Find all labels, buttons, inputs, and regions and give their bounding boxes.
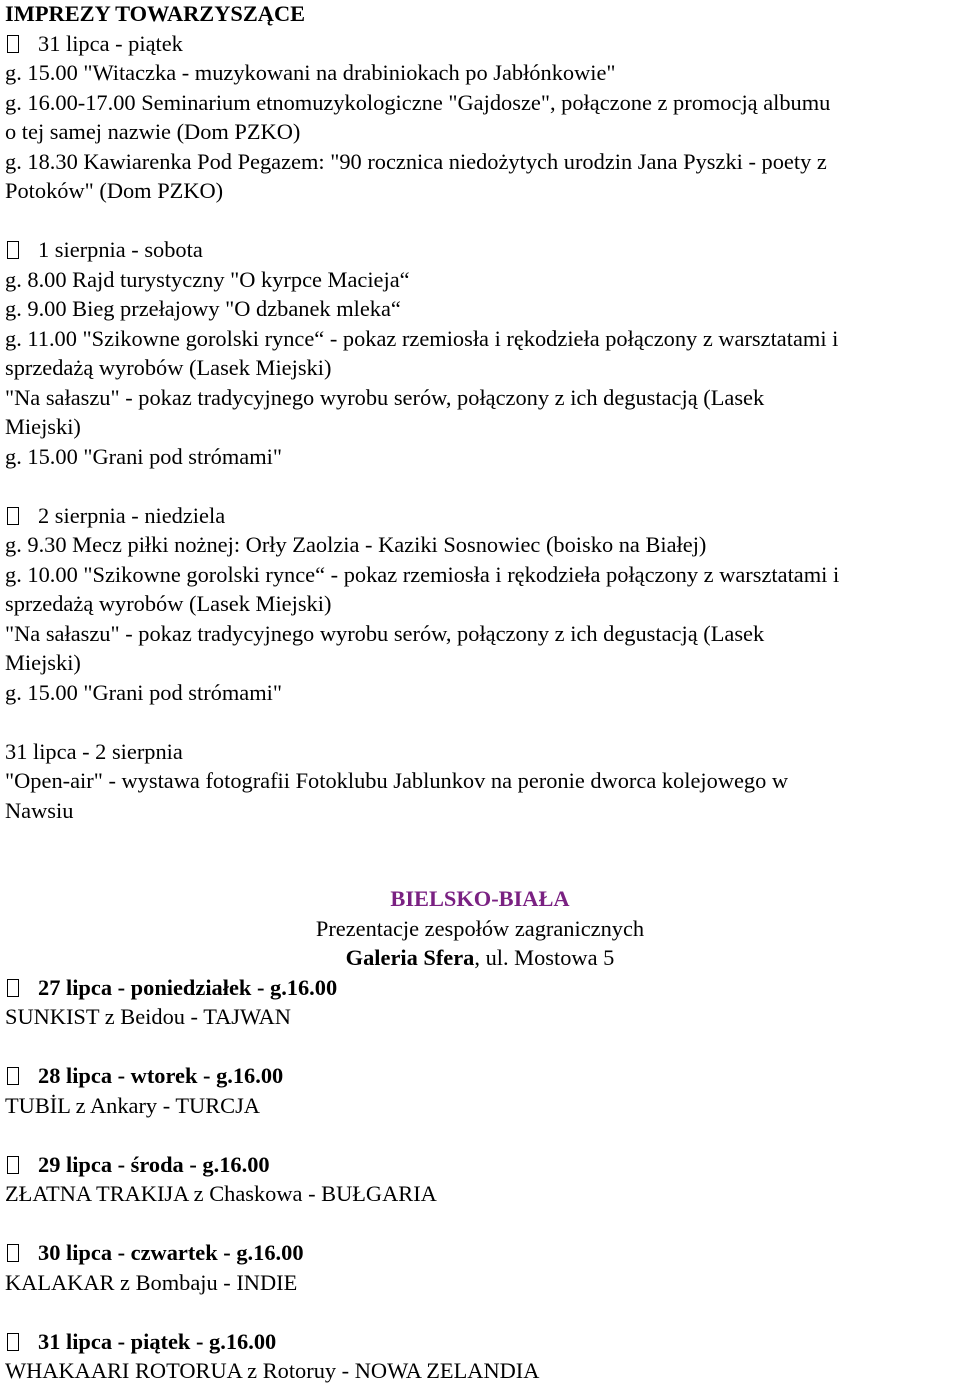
companion-events-section bbox=[5, 0, 955, 825]
exhibition-line: "Open-air" - wystawa fotografii Fotoklubu Jablunkov na peronie dworca kolejowego w bbox=[5, 768, 789, 793]
event-line: "Na sałaszu" - pokaz tradycyjnego wyrobu serów, połączony z ich degustacją (Lasek bbox=[5, 384, 765, 410]
day-date: 31 lipca - piątek bbox=[38, 30, 183, 56]
spacer bbox=[5, 1120, 955, 1150]
event-line: g. 10.00 "Szikowne gorolski rynce“ - pokaz rzemiosła i rękodzieła połączony z warsztatami i bbox=[5, 561, 840, 587]
performance-when: 28 lipca - wtorek - g.16.00 bbox=[38, 1063, 284, 1088]
venue-name: Galeria Sfera bbox=[345, 945, 475, 970]
performance-when: 31 lipca - piątek - g.16.00 bbox=[38, 1328, 277, 1354]
exhibition-line: Nawsiu bbox=[5, 797, 74, 823]
spacer bbox=[5, 206, 955, 236]
event-line: g. 15.00 "Grani pod strómami" bbox=[5, 679, 282, 705]
bullet-icon bbox=[7, 1067, 19, 1085]
event-line: g. 9.00 Bieg przełajowy "O dzbanek mleka“ bbox=[5, 296, 401, 321]
event-line: g. 18.30 Kawiarenka Pod Pegazem: "90 rocznica niedożytych urodzin Jana Pyszki - poety z bbox=[5, 148, 827, 174]
event-line: sprzedażą wyrobów (Lasek Miejski) bbox=[5, 591, 332, 616]
performance-date bbox=[5, 1238, 955, 1268]
spacer bbox=[5, 855, 955, 885]
spacer bbox=[5, 825, 955, 855]
performance-group: ZŁATNA TRAKIJA z Chaskowa - BUŁGARIA bbox=[5, 1181, 437, 1206]
event-line: "Na sałaszu" - pokaz tradycyjnego wyrobu serów, połączony z ich degustacją (Lasek bbox=[5, 620, 765, 646]
day-heading bbox=[5, 501, 955, 531]
spacer bbox=[5, 707, 955, 737]
event-line: g. 9.30 Mecz piłki nożnej: Orły Zaolzia - Kaziki Sosnowiec (boisko na Białej) bbox=[5, 532, 707, 557]
bullet-icon bbox=[7, 35, 19, 53]
day-date: 2 sierpnia - niedziela bbox=[38, 502, 226, 528]
document-page bbox=[5, 0, 955, 1386]
section-heading: IMPREZY TOWARZYSZĄCE bbox=[5, 1, 306, 26]
event-line: o tej samej nazwie (Dom PZKO) bbox=[5, 119, 301, 144]
venue-address: , ul. Mostowa 5 bbox=[474, 945, 615, 970]
event-line: g. 16.00-17.00 Seminarium etnomuzykologiczne "Gajdosze", połączone z promocją albumu bbox=[5, 89, 831, 115]
performance-when: 29 lipca - środa - g.16.00 bbox=[38, 1151, 270, 1177]
performance-group: SUNKIST z Beidou - TAJWAN bbox=[5, 1004, 291, 1029]
event-line: g. 15.00 "Grani pod strómami" bbox=[5, 443, 282, 469]
spacer bbox=[5, 471, 955, 501]
bullet-icon bbox=[7, 1333, 19, 1351]
performance-group: WHAKAARI ROTORUA z Rotoruy - NOWA ZELANDIA bbox=[5, 1358, 540, 1383]
day-heading bbox=[5, 29, 955, 59]
section-subtitle: Prezentacje zespołów zagranicznych bbox=[315, 915, 645, 941]
performance-when: 27 lipca - poniedziałek - g.16.00 bbox=[38, 974, 338, 1000]
performance-group: KALAKAR z Bombaju - INDIE bbox=[5, 1269, 298, 1295]
performance-date bbox=[5, 1150, 955, 1180]
exhibition-dates: 31 lipca - 2 sierpnia bbox=[5, 738, 183, 764]
bullet-icon bbox=[7, 1156, 19, 1174]
bullet-icon bbox=[7, 507, 19, 525]
spacer bbox=[5, 1209, 955, 1239]
performance-date bbox=[5, 1061, 955, 1091]
venue-line bbox=[5, 943, 955, 973]
bullet-icon bbox=[7, 241, 19, 259]
event-line: g. 15.00 "Witaczka - muzykowani na drabiniokach po Jabłónkowie" bbox=[5, 60, 616, 85]
event-line: Miejski) bbox=[5, 414, 81, 439]
event-line: Potoków" (Dom PZKO) bbox=[5, 178, 224, 203]
event-line: g. 11.00 "Szikowne gorolski rynce“ - pokaz rzemiosła i rękodzieła połączony z warsztatami i bbox=[5, 325, 839, 351]
bullet-icon bbox=[7, 1244, 19, 1262]
bullet-icon bbox=[7, 979, 19, 997]
bielsko-biala-section bbox=[5, 884, 955, 1386]
performance-when: 30 lipca - czwartek - g.16.00 bbox=[38, 1240, 304, 1265]
spacer bbox=[5, 1297, 955, 1327]
day-heading bbox=[5, 235, 955, 265]
spacer bbox=[5, 1032, 955, 1062]
day-date: 1 sierpnia - sobota bbox=[38, 237, 203, 262]
performance-date bbox=[5, 1327, 955, 1357]
performance-group: TUBİL z Ankary - TURCJA bbox=[5, 1092, 260, 1118]
city-heading: BIELSKO-BIAŁA bbox=[390, 886, 570, 911]
performance-date bbox=[5, 973, 955, 1003]
event-line: sprzedażą wyrobów (Lasek Miejski) bbox=[5, 355, 332, 380]
event-line: g. 8.00 Rajd turystyczny "O kyrpce Macieja“ bbox=[5, 266, 410, 292]
event-line: Miejski) bbox=[5, 650, 81, 675]
